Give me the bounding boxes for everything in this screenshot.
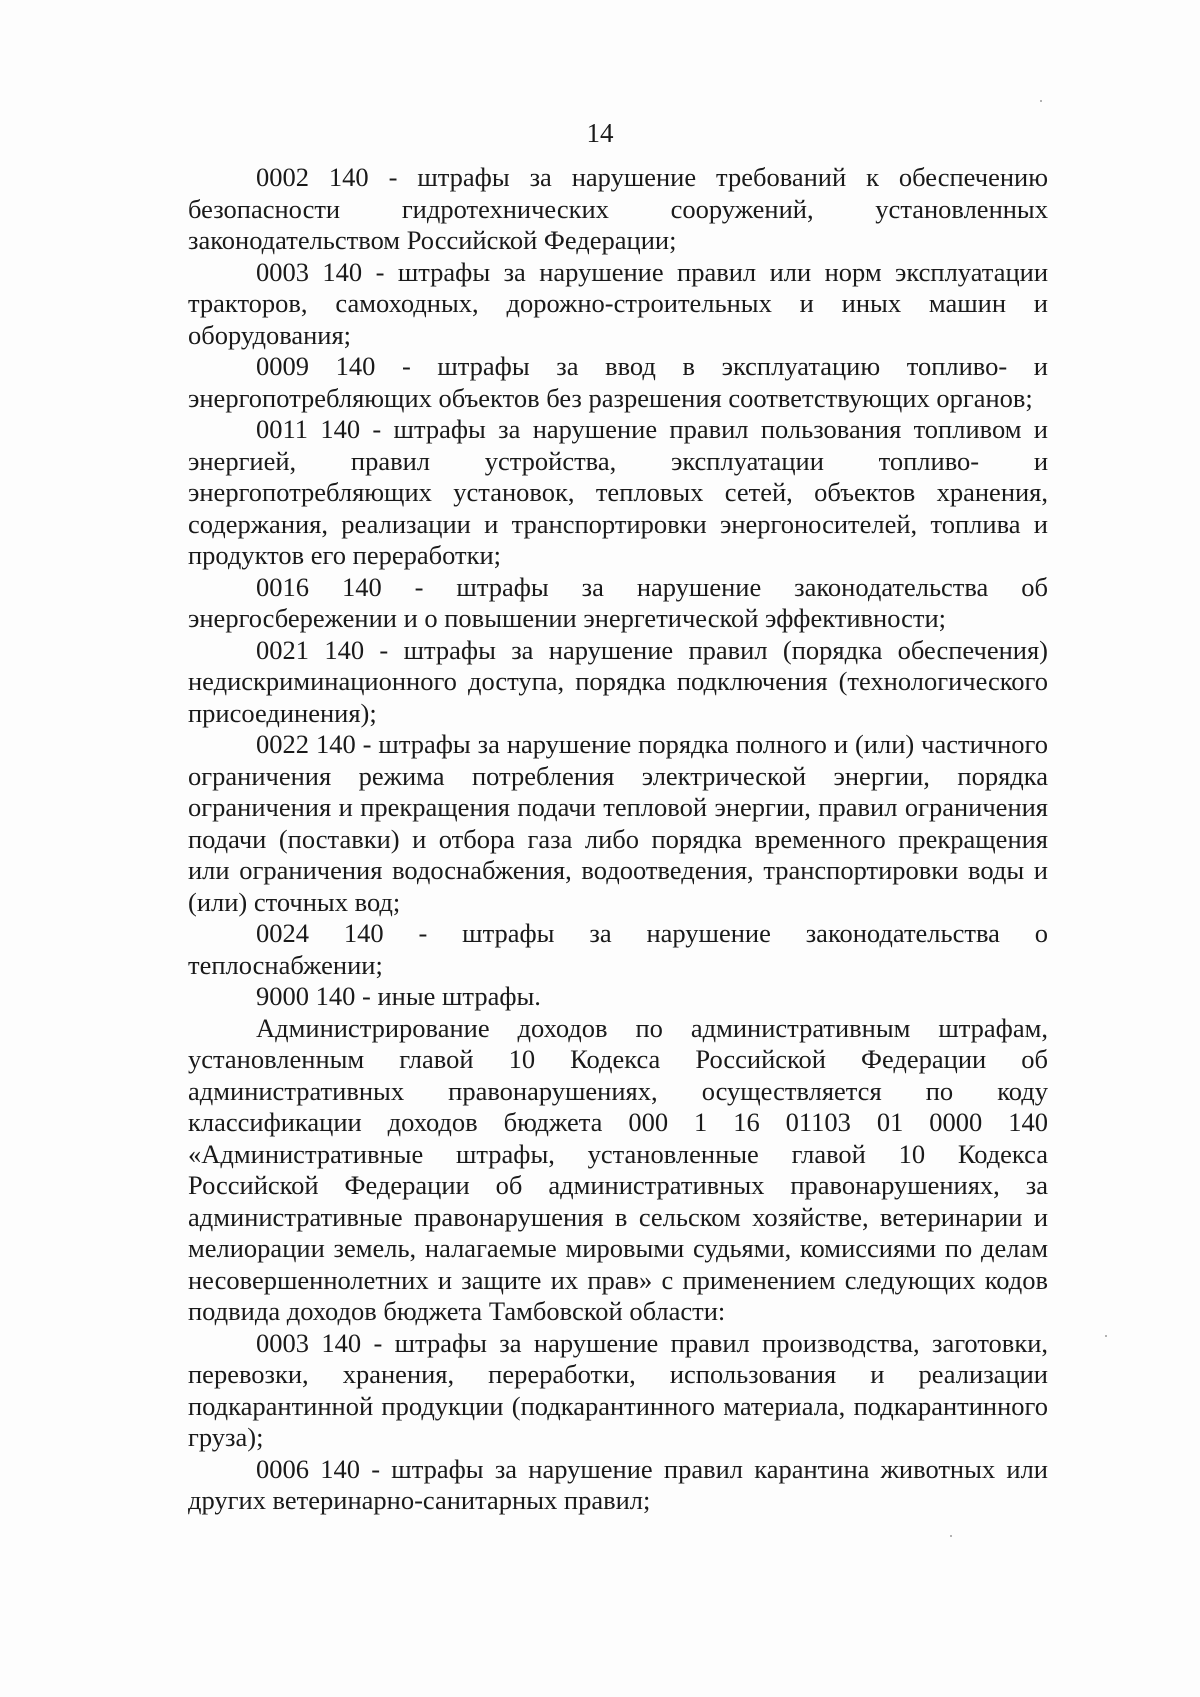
paragraph-code-0002: 0002 140 - штрафы за нарушение требований к обеспечению безопасности гидротехнических сооружений, установленных законодательством Российской Федерации;	[188, 162, 1048, 255]
paragraph-code-0003: 0003 140 - штрафы за нарушение правил или норм эксплуатации тракторов, самоходных, дорожно-строительных и иных машин и оборудования;	[188, 256, 1048, 350]
scan-speck	[1040, 100, 1042, 102]
paragraph-code-0016: 0016 140 - штрафы за нарушение законодательства об энергосбережении и о повышении энергетической эффективности;	[188, 571, 1048, 633]
paragraph-administration: Администрирование доходов по административным штрафам, установленным главой 10 Кодекса Российской Федерации об административных правонарушениях, осуществляется по коду классификации доходов бюджета 000 1 16 01103 01 0000 140 «Административные штрафы, установленные главой 10 Кодекса Российской Федерации об административных правонарушениях, за административные правонарушения в сельском хозяйстве, ветеринарии и мелиорации земель, налагаемые мировыми судьями, комиссиями по делам несовершеннолетних и защите их прав» с применением следующих кодов подвида доходов бюджета Тамбовской области:	[188, 1012, 1048, 1326]
page-number: 14	[586, 118, 614, 148]
paragraph-code-0009: 0009 140 - штрафы за ввод в эксплуатацию топливо- и энергопотребляющих объектов без разрешения соответствующих органов;	[188, 351, 1048, 413]
paragraph-code-0021: 0021 140 - штрафы за нарушение правил (порядка обеспечения) недискриминационного доступа, порядка подключения (технологического присоединения);	[188, 634, 1048, 728]
paragraph-code-0006: 0006 140 - штрафы за нарушение правил карантина животных или других ветеринарно-санитарных правил;	[188, 1453, 1048, 1515]
paragraph-code-9000: 9000 140 - иные штрафы.	[256, 981, 541, 1011]
document-body	[188, 162, 1048, 1517]
paragraph-code-0022: 0022 140 - штрафы за нарушение порядка полного и (или) частичного ограничения режима потребления электрической энергии, порядка ограничения и прекращения подачи тепловой энергии, правил ограничения подачи (поставки) и отбора газа либо порядка временного прекращения или ограничения водоснабжения, водоотведения, транспортировки воды и (или) сточных вод;	[188, 729, 1048, 917]
scan-speck	[1105, 1335, 1107, 1337]
scan-speck	[950, 1535, 952, 1537]
paragraph-code-0024: 0024 140 - штрафы за нарушение законодательства о теплоснабжении;	[188, 918, 1048, 980]
paragraph-code-0011: 0011 140 - штрафы за нарушение правил пользования топливом и энергией, правил устройства, эксплуатации топливо- и энергопотребляющих установок, тепловых сетей, объектов хранения, содержания, реализации и транспортировки энергоносителей, топлива и продуктов его переработки;	[188, 414, 1048, 570]
paragraph-code-0003-quarantine: 0003 140 - штрафы за нарушение правил производства, заготовки, перевозки, хранения, переработки, использования и реализации подкарантинной продукции (подкарантинного материала, подкарантинного груза);	[188, 1327, 1048, 1452]
